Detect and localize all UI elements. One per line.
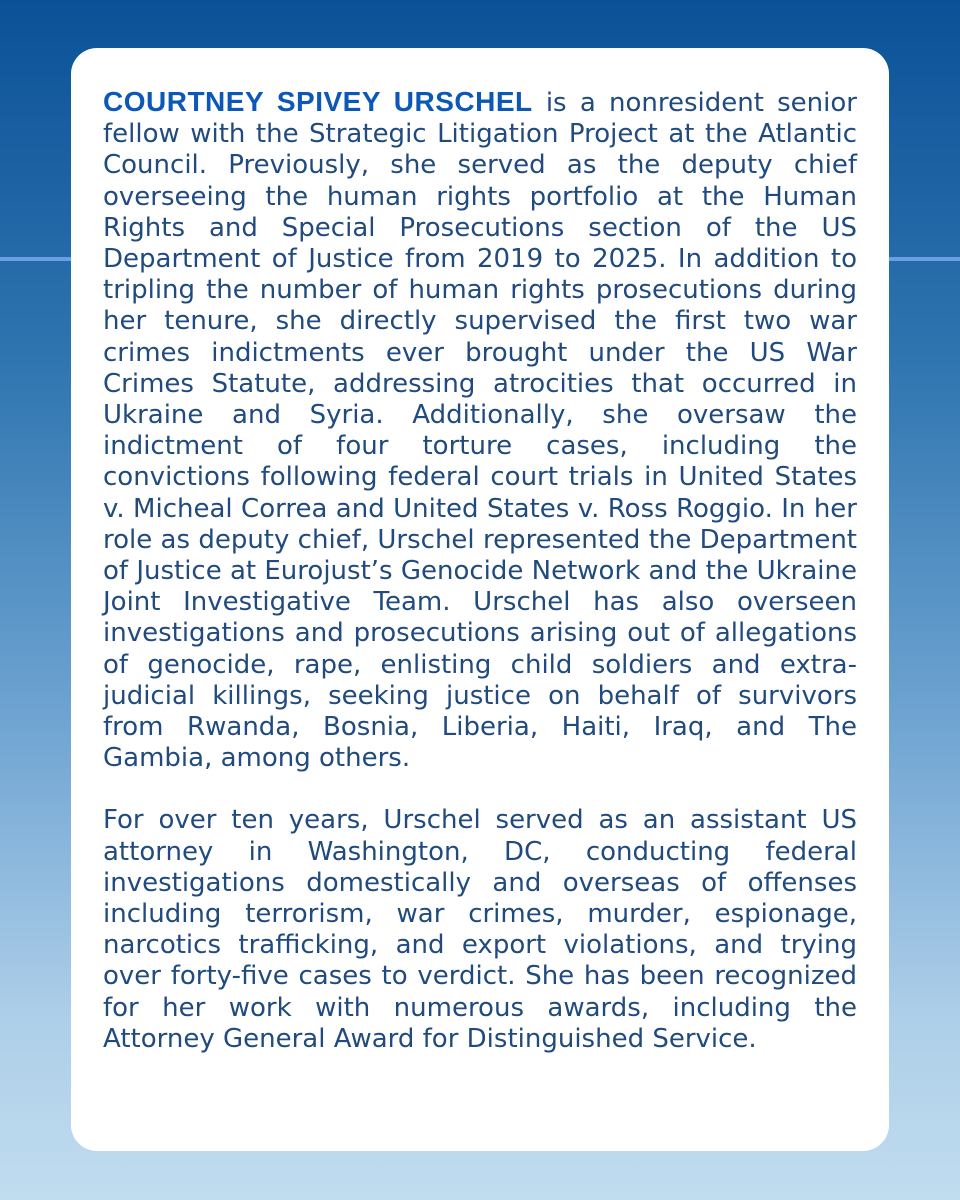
person-name: COURTNEY SPIVEY URSCHEL — [103, 86, 533, 117]
bio-paragraph-1-text: is a nonresident senior fellow with the Strategic Litigation Project at the Atlantic Council. Previously, she served as the deputy chief overseeing the human rights portfolio at the Human Rights and Special Prosecutions section of the US Department of Justice from 2019 to 2025. In addition to tripling the number of human rights prosecutions during her tenure, she directly supervised the first two war crimes indictments ever brought under the US War Crimes Statute, addressing atrocities that occurred in Ukraine and Syria. Additionally, she oversaw the indictment of four torture cases, including the convictions following federal court trials in United States v. Micheal Correa and United States v. Ross Roggio. In her role as deputy chief, Urschel represented the Department of Justice at Eurojust’s Genocide Network and the Ukraine Joint Investigative Team. Urschel has also overseen investigations and prosecutions arising out of allegations of genocide, rape, enlisting child soldiers and extra-judicial killings, seeking justice on behalf of survivors from Rwanda, Bosnia, Liberia, Haiti, Iraq, and The Gambia, among others. — [103, 88, 857, 774]
bio-paragraph-2: For over ten years, Urschel served as an assistant US attorney in Washington, DC, conducting federal investigations domestically and overseas of offenses including terrorism, war crimes, murder, espionage, narcotics trafficking, and export violations, and trying over forty-five cases to verdict. She has been recognized for her work with numerous awards, including the Attorney General Award for Distinguished Service. — [103, 805, 857, 1054]
right-accent-line — [888, 257, 960, 261]
bio-paragraph-1 — [103, 86, 857, 774]
bio-card — [71, 48, 889, 1151]
left-accent-line — [0, 257, 72, 261]
